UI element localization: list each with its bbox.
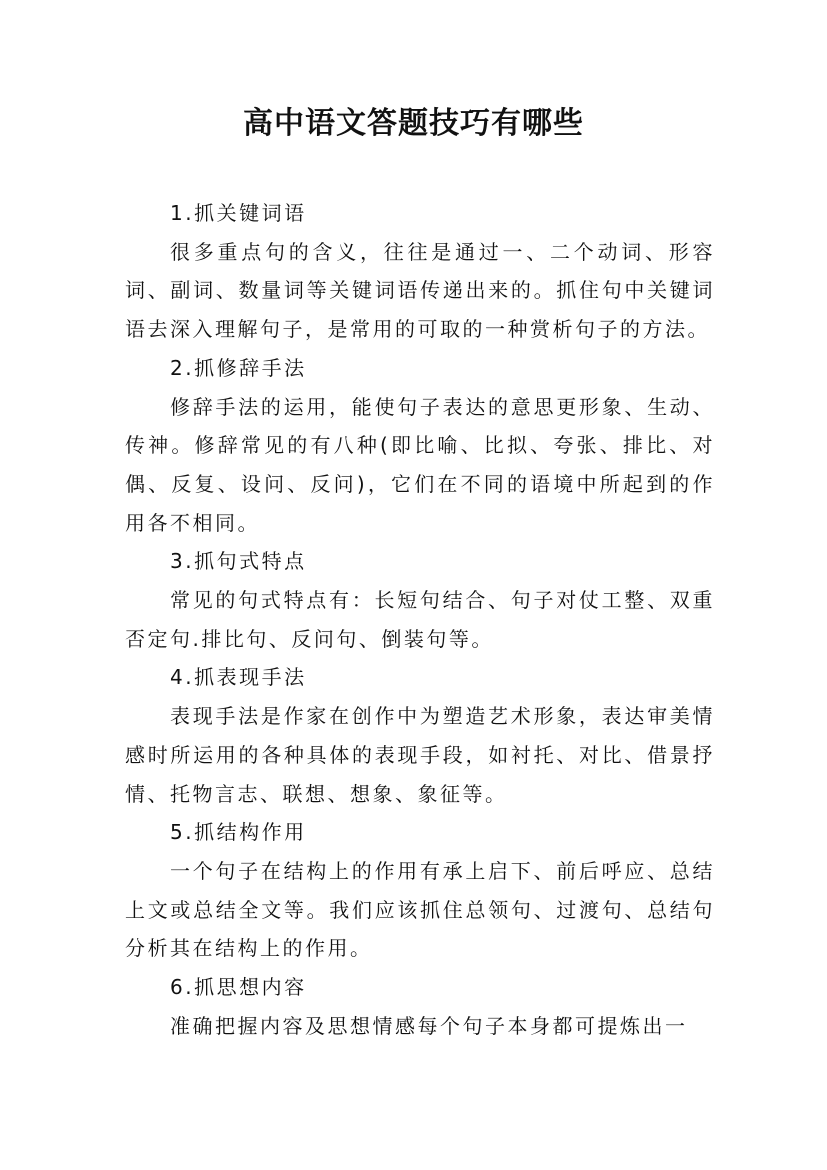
section-heading-5: 5.抓结构作用 <box>170 820 307 845</box>
document-body <box>125 194 715 1045</box>
section-paragraph-1: 很多重点句的含义，往往是通过一、二个动词、形容词、副词、数量词等关键词语传递出来的。抓住句中关键词语去深入理解句子，是常用的可取的一种赏析句子的方法。 <box>125 239 715 342</box>
document-title: 高中语文答题技巧有哪些 <box>243 106 584 141</box>
section-heading-2: 2.抓修辞手法 <box>170 355 307 380</box>
section-paragraph-5: 一个句子在结构上的作用有承上启下、前后呼应、总结上文或总结全文等。我们应该抓住总领句、过渡句、总结句分析其在结构上的作用。 <box>125 858 715 961</box>
section-paragraph-3: 常见的句式特点有：长短句结合、句子对仗工整、双重否定句.排比句、反问句、倒装句等。 <box>125 588 715 651</box>
section-paragraph-2: 修辞手法的运用，能使句子表达的意思更形象、生动、传神。修辞常见的有八种(即比喻、比拟、夸张、排比、对偶、反复、设问、反问)，它们在不同的语境中所起到的作用各不相同。 <box>125 394 715 535</box>
section-paragraph-4: 表现手法是作家在创作中为塑造艺术形象，表达审美情感时所运用的各种具体的表现手段，如衬托、对比、借景抒情、托物言志、联想、想象、象征等。 <box>125 704 715 806</box>
section-heading-6: 6.抓思想内容 <box>170 975 307 1000</box>
section-paragraph-6: 准确把握内容及思想情感每个句子本身都可提炼出一 <box>170 1013 688 1038</box>
section-heading-1: 1.抓关键词语 <box>170 201 307 225</box>
section-heading-3: 3.抓句式特点 <box>170 549 307 574</box>
section-heading-4: 4.抓表现手法 <box>170 665 307 690</box>
